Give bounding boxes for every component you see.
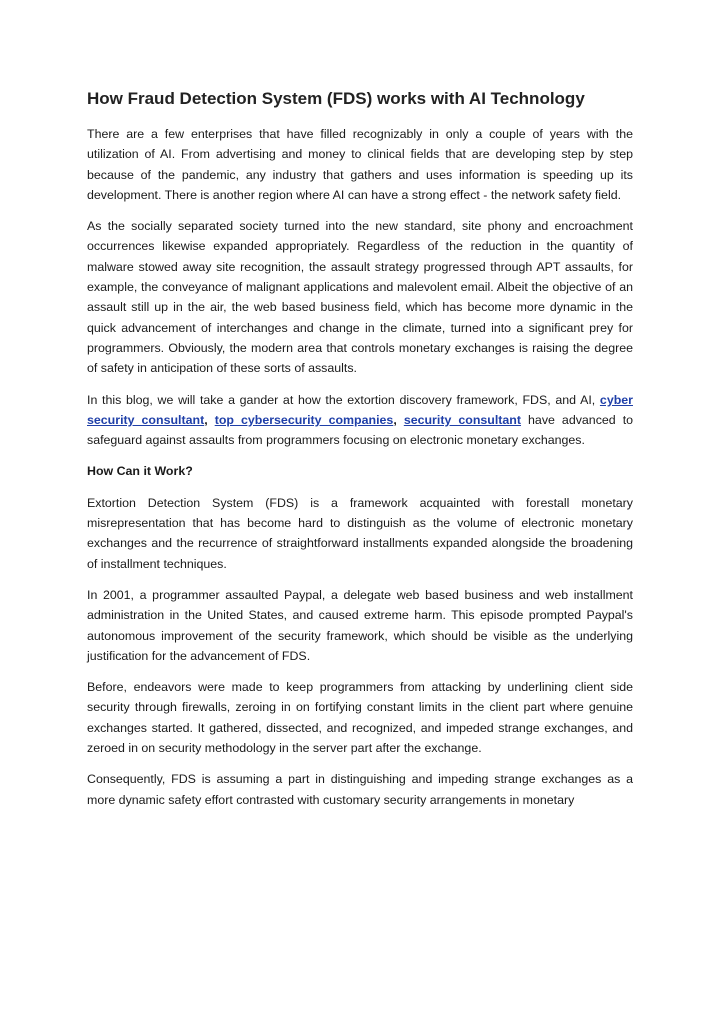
paragraph-blog-overview [87,390,633,451]
paragraph-past-security: Before, endeavors were made to keep programmers from attacking by underlining client side security through firewalls, zeroing in on fortifying constant limits in the client part where genuine exchanges started. It gathered, dissected, and recognized, and impeded strange exchanges, and zeroed in on security methodology in the server part after the exchange. [87,680,633,756]
paragraph-blog-tail: have advanced to safeguard against assaults from programmers focusing on electronic monetary exchanges. [87,412,634,448]
paragraph-threats: As the socially separated society turned into the new standard, site phony and encroachment occurrences likewise expanded appropriately. Regardless of the reduction in the quantity of malware stowed away site recognition, the assault strategy progressed through APT assaults, for example, the conveyance of malignant applications and malevolent email. Albeit the objective of an assault still up in the air, the web based business field, which has become more dynamic in the quick advancement of interchanges and change in the climate, turned into a significant prey for programmers. Obviously, the modern area that controls monetary exchanges is raising the degree of safety in anticipation of these sorts of assaults. [87,219,633,376]
paragraph-paypal-history: In 2001, a programmer assaulted Paypal, a delegate web based business and web installment administration in the United States, and caused extreme harm. This episode prompted Paypal's autonomous improvement of the security framework, which should be visible as the underlying justification for the advancement of FDS. [87,587,633,663]
link-separator: , [393,412,397,427]
document-page [87,88,633,821]
paragraph-blog-lead: In this blog, we will take a gander at how the extortion discovery framework, FDS, and AI, [87,392,600,407]
link-security-consultant[interactable]: security consultant [403,412,522,427]
section-heading-how-it-works: How Can it Work? [87,464,193,479]
paragraph-fds-definition: Extortion Detection System (FDS) is a framework acquainted with forestall monetary misrepresentation that has become hard to distinguish as the volume of electronic monetary exchanges and the recurrence of straightforward installments expanded alongside the broadening of installment techniques. [87,495,633,571]
paragraph-intro: There are a few enterprises that have filled recognizably in only a couple of years with the utilization of AI. From advertising and money to clinical fields that are developing step by step because of the pandemic, any industry that gathers and uses information is speeding up its development. There is another region where AI can have a strong effect - the network safety field. [87,127,633,202]
link-separator: , [204,412,208,427]
link-top-cybersecurity-companies[interactable]: top cybersecurity companies [214,412,394,427]
link-cyber-security-consultant[interactable]: cyber security consultant [87,392,633,427]
paragraph-fds-role: Consequently, FDS is assuming a part in distinguishing and impeding strange exchanges as a more dynamic safety effort contrasted with customary security arrangements in monetary [87,772,633,807]
article-title: How Fraud Detection System (FDS) works with AI Technology [87,89,585,108]
